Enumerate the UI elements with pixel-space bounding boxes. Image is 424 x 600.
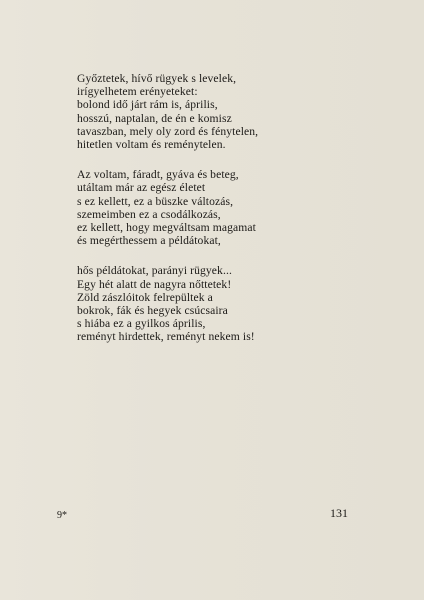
poem-line: hitetlen voltam és reménytelen. (77, 138, 226, 152)
poem-line: Zöld zászlóitok felrepültek a (77, 290, 213, 304)
page-number: 131 (330, 506, 348, 520)
poem-line: utáltam már az egész életet (77, 181, 206, 195)
poem-line: szemeimben ez a csodálkozás, (77, 207, 221, 221)
poem-line: s hiába ez a gyilkos április, (77, 317, 206, 331)
signature-mark: 9* (57, 510, 67, 521)
poem-line: tavaszban, mely oly zord és fénytelen, (77, 124, 259, 138)
poem-line: bolond idő járt rám is, április, (77, 98, 218, 112)
poem-line: irígyelhetem erényeteket: (77, 85, 198, 99)
stanza-3 (77, 264, 377, 343)
poem-line: Győztetek, hívő rügyek s levelek, (77, 72, 237, 85)
stanza-2 (77, 168, 377, 247)
poem-line: Az voltam, fáradt, gyáva és beteg, (77, 168, 239, 182)
poem-line: ez kellett, hogy megváltsam magamat (77, 221, 256, 235)
poem-line: és megérthessem a példátokat, (77, 234, 221, 248)
poem-line: hős példátokat, parányi rügyek... (77, 264, 232, 278)
stanza-1 (77, 72, 377, 151)
poem-line: bokrok, fák és hegyek csúcsaira (77, 304, 228, 318)
poem-line: reményt hirdettek, reményt nekem is! (77, 330, 255, 344)
poem-line: Egy hét alatt de nagyra nőttetek! (77, 277, 232, 291)
poem-line: hosszú, naptalan, de én e komisz (77, 111, 232, 125)
poem-line: s ez kellett, ez a büszke változás, (77, 194, 234, 208)
poem-text (77, 72, 377, 361)
